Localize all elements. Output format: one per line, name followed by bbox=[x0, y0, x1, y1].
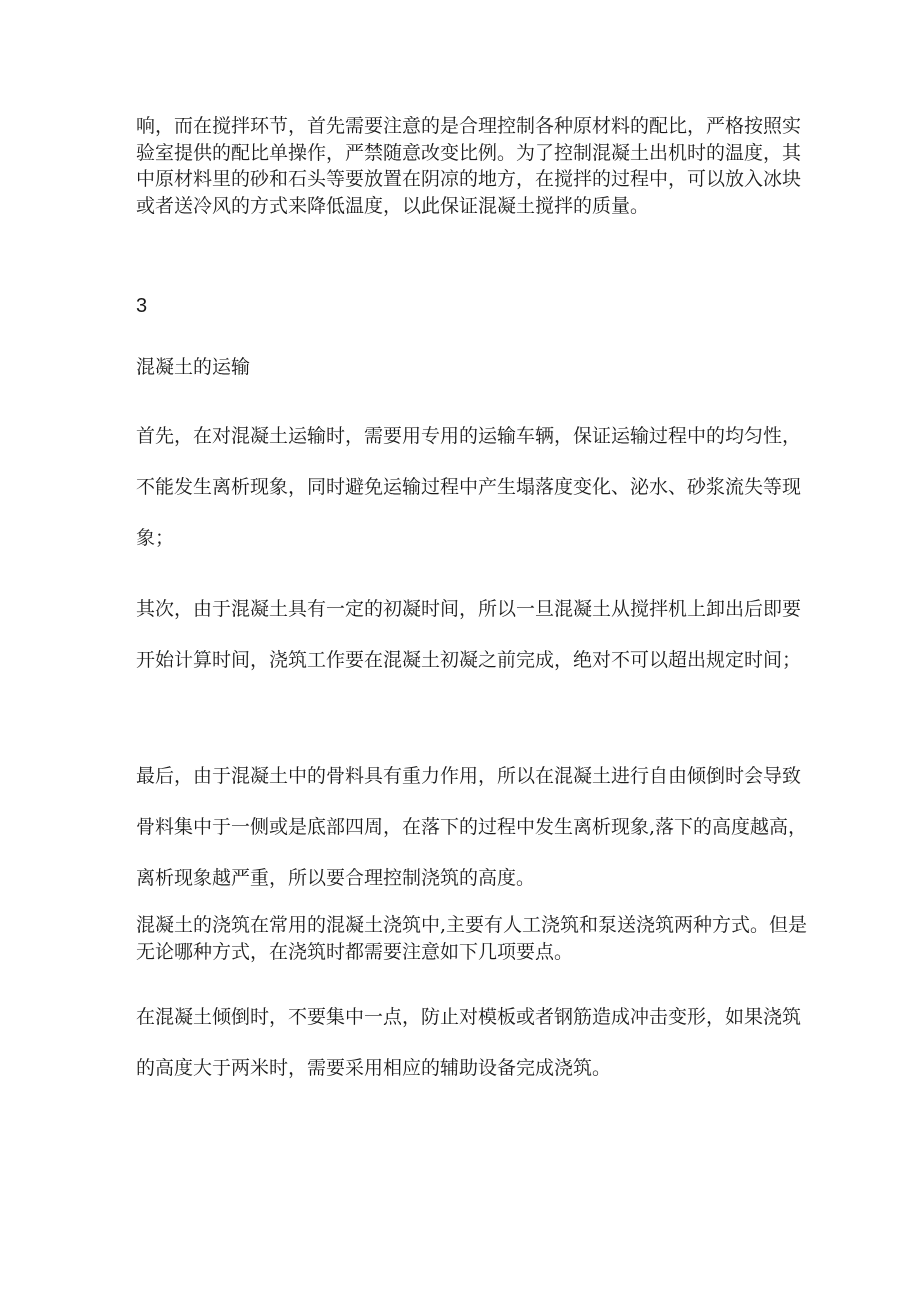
section-title: 混凝土的运输 bbox=[136, 356, 251, 378]
paragraph-transport-first: 首先，在对混凝土运输时，需要用专用的运输车辆，保证运输过程中的均匀性，不能发生离析现象，同时避免运输过程中产生塌落度变化、泌水、砂浆流失等现象； bbox=[136, 425, 802, 549]
paragraph-dumping-points: 在混凝土倾倒时，不要集中一点，防止对模板或者钢筋造成冲击变形，如果浇筑的高度大于两米时，需要采用相应的辅助设备完成浇筑。 bbox=[136, 1006, 802, 1079]
section-number: 3 bbox=[136, 295, 148, 317]
paragraph-transport-second: 其次，由于混凝土具有一定的初凝时间，所以一旦混凝土从搅拌机上卸出后即要开始计算时间，浇筑工作要在混凝土初凝之前完成，绝对不可以超出规定时间； bbox=[136, 598, 802, 671]
paragraph-transport-last: 最后，由于混凝土中的骨料具有重力作用，所以在混凝土进行自由倾倒时会导致骨料集中于一侧或是底部四周，在落下的过程中发生离析现象,落下的高度越高，离析现象越严重，所以要合理控制浇筑的高度。 bbox=[136, 765, 808, 889]
paragraph-mixing-quality: 响，而在搅拌环节，首先需要注意的是合理控制各种原材料的配比，严格按照实验室提供的配比单操作，严禁随意改变比例。为了控制混凝土出机时的温度，其中原材料里的砂和石头等要放置在阴凉的地方，在搅拌的过程中，可以放入冰块或者送冷风的方式来降低温度，以此保证混凝土搅拌的质量。 bbox=[136, 115, 802, 217]
paragraph-pouring-methods: 混凝土的浇筑在常用的混凝土浇筑中,主要有人工浇筑和泵送浇筑两种方式。但是无论哪种方式，在浇筑时都需要注意如下几项要点。 bbox=[136, 914, 808, 963]
